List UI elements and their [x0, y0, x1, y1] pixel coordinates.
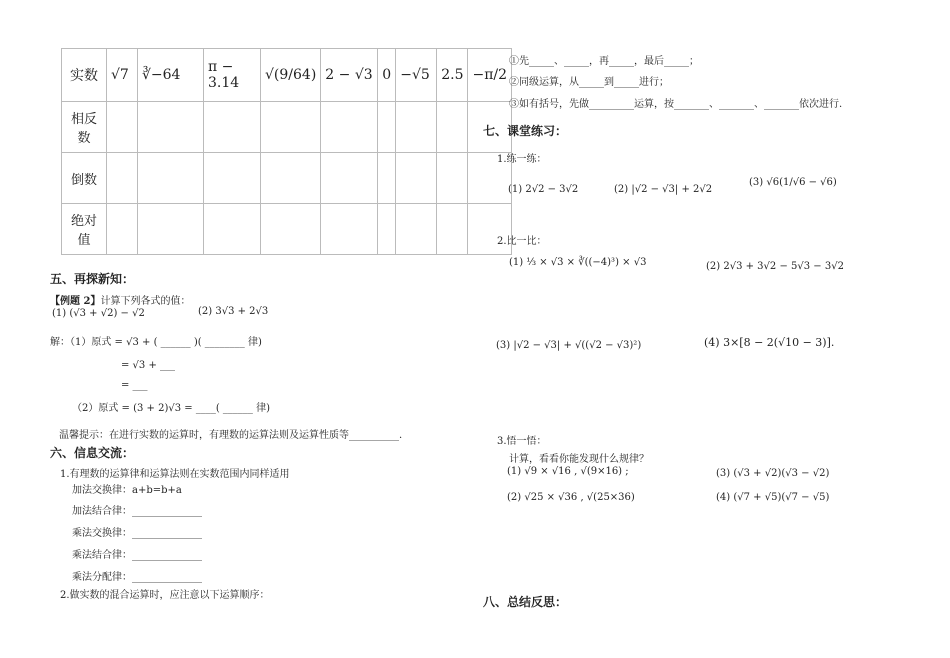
section-6-title: 六、信息交流：	[50, 446, 135, 460]
table-cell: 2 − √3	[321, 49, 378, 102]
row-header: 相反数	[62, 102, 107, 153]
law-distributive: 乘法分配律：______________	[72, 572, 202, 583]
tip-text: 温馨提示：在进行实数的运算时，有理数的运算法则及运算性质等__________.	[59, 430, 403, 441]
table-row	[62, 153, 512, 204]
section-5-title: 五、再探新知：	[50, 272, 135, 286]
answer-cell[interactable]	[107, 153, 138, 204]
answer-cell[interactable]	[378, 102, 396, 153]
table-cell: √7	[107, 49, 138, 102]
practice-1-label: 1.练一练：	[497, 154, 547, 165]
section-7-title: 七、课堂练习：	[483, 124, 568, 138]
solution-1-line-3: = ___	[121, 380, 148, 391]
table-cell: 2.5	[437, 49, 468, 102]
solution-2: （2）原式 = (3 + 2)√3 = ____( ______ 律)	[72, 403, 270, 414]
practice-3-expr-4: (4) (√7 + √5)(√7 − √5)	[716, 492, 830, 503]
table-row	[62, 102, 512, 153]
table-row	[62, 49, 512, 102]
practice-2-expr-4: (4) 3×[8 − 2(√10 − 3)].	[704, 336, 835, 349]
row-header: 绝对值	[62, 204, 107, 255]
law-mul-associative: 乘法结合律：______________	[72, 550, 202, 561]
practice-3-label: 3.悟一悟：	[497, 436, 547, 447]
row-header: 倒数	[62, 153, 107, 204]
answer-cell[interactable]	[396, 204, 437, 255]
answer-cell[interactable]	[437, 102, 468, 153]
table-cell: −√5	[396, 49, 437, 102]
answer-cell[interactable]	[138, 102, 204, 153]
answer-cell[interactable]	[204, 102, 261, 153]
solution-1-line-2: = √3 + ___	[121, 360, 176, 371]
answer-cell[interactable]	[321, 204, 378, 255]
order-1: ①先_____、_____，再_____，最后_____；	[509, 56, 699, 67]
table-row	[62, 204, 512, 255]
answer-cell[interactable]	[138, 153, 204, 204]
practice-2-expr-3: (3) |√2 − √3| + √((√2 − √3)²)	[496, 340, 642, 351]
law-add-associative: 加法结合律：______________	[72, 506, 202, 517]
practice-1-expr-3: (3) √6(1/√6 − √6)	[749, 177, 837, 188]
law-add-commutative: 加法交换律：a+b=b+a	[72, 485, 182, 496]
table-cell: −π/2	[468, 49, 512, 102]
info-item-1: 1.有理数的运算律和运算法则在实数范围内同样适用	[60, 469, 290, 480]
answer-cell[interactable]	[396, 153, 437, 204]
answer-cell[interactable]	[261, 102, 321, 153]
problem-1: (1) (√3 + √2) − √2	[52, 308, 145, 319]
answer-cell[interactable]	[204, 153, 261, 204]
table-cell: 0	[378, 49, 396, 102]
row-header: 实数	[62, 49, 107, 102]
practice-2-expr-2: (2) 2√3 + 3√2 − 5√3 − 3√2	[706, 261, 844, 272]
answer-cell[interactable]	[321, 102, 378, 153]
table-cell: √(9/64)	[261, 49, 321, 102]
answer-cell[interactable]	[261, 204, 321, 255]
real-number-table	[61, 48, 512, 255]
example-2	[50, 292, 190, 307]
section-8-title: 八、总结反思：	[483, 595, 568, 609]
answer-cell[interactable]	[107, 204, 138, 255]
table-cell: ∛−64	[138, 49, 204, 102]
answer-cell[interactable]	[204, 204, 261, 255]
practice-1-expr-2: (2) |√2 − √3| + 2√2	[614, 184, 713, 195]
example-text: 计算下列各式的值：	[100, 296, 191, 307]
answer-cell[interactable]	[378, 153, 396, 204]
problem-2: (2) 3√3 + 2√3	[198, 306, 269, 317]
practice-3-expr-3: (3) (√3 + √2)(√3 − √2)	[716, 468, 830, 479]
practice-3-question: 计算，看看你能发现什么规律？	[509, 454, 649, 465]
table-cell: π − 3.14	[204, 49, 261, 102]
answer-cell[interactable]	[437, 153, 468, 204]
answer-cell[interactable]	[138, 204, 204, 255]
answer-cell[interactable]	[107, 102, 138, 153]
solution-1-line-1: 解：（1）原式 = √3 + ( ______ )( ________ 律)	[50, 337, 262, 348]
order-3: ③如有括号，先做_________运算，按_______、_______、_______依次进行.	[509, 99, 843, 110]
practice-3-expr-2: (2) √25 × √36 , √(25×36)	[507, 492, 635, 503]
order-2: ②同级运算，从_____到_____进行；	[509, 77, 669, 88]
law-mul-commutative: 乘法交换律：______________	[72, 528, 202, 539]
answer-cell[interactable]	[396, 102, 437, 153]
practice-2-label: 2.比一比：	[497, 236, 547, 247]
answer-cell[interactable]	[321, 153, 378, 204]
info-item-2: 2.做实数的混合运算时，应注意以下运算顺序：	[60, 590, 270, 601]
practice-2-expr-1: (1) ⅓ × √3 × ∛((−4)³) × √3	[509, 257, 647, 268]
answer-cell[interactable]	[437, 204, 468, 255]
example-label: 【例题 2】	[50, 296, 101, 307]
practice-1-expr-1: (1) 2√2 − 3√2	[508, 184, 579, 195]
answer-cell[interactable]	[378, 204, 396, 255]
practice-3-expr-1: (1) √9 × √16 , √(9×16) ;	[507, 466, 629, 477]
answer-cell[interactable]	[261, 153, 321, 204]
